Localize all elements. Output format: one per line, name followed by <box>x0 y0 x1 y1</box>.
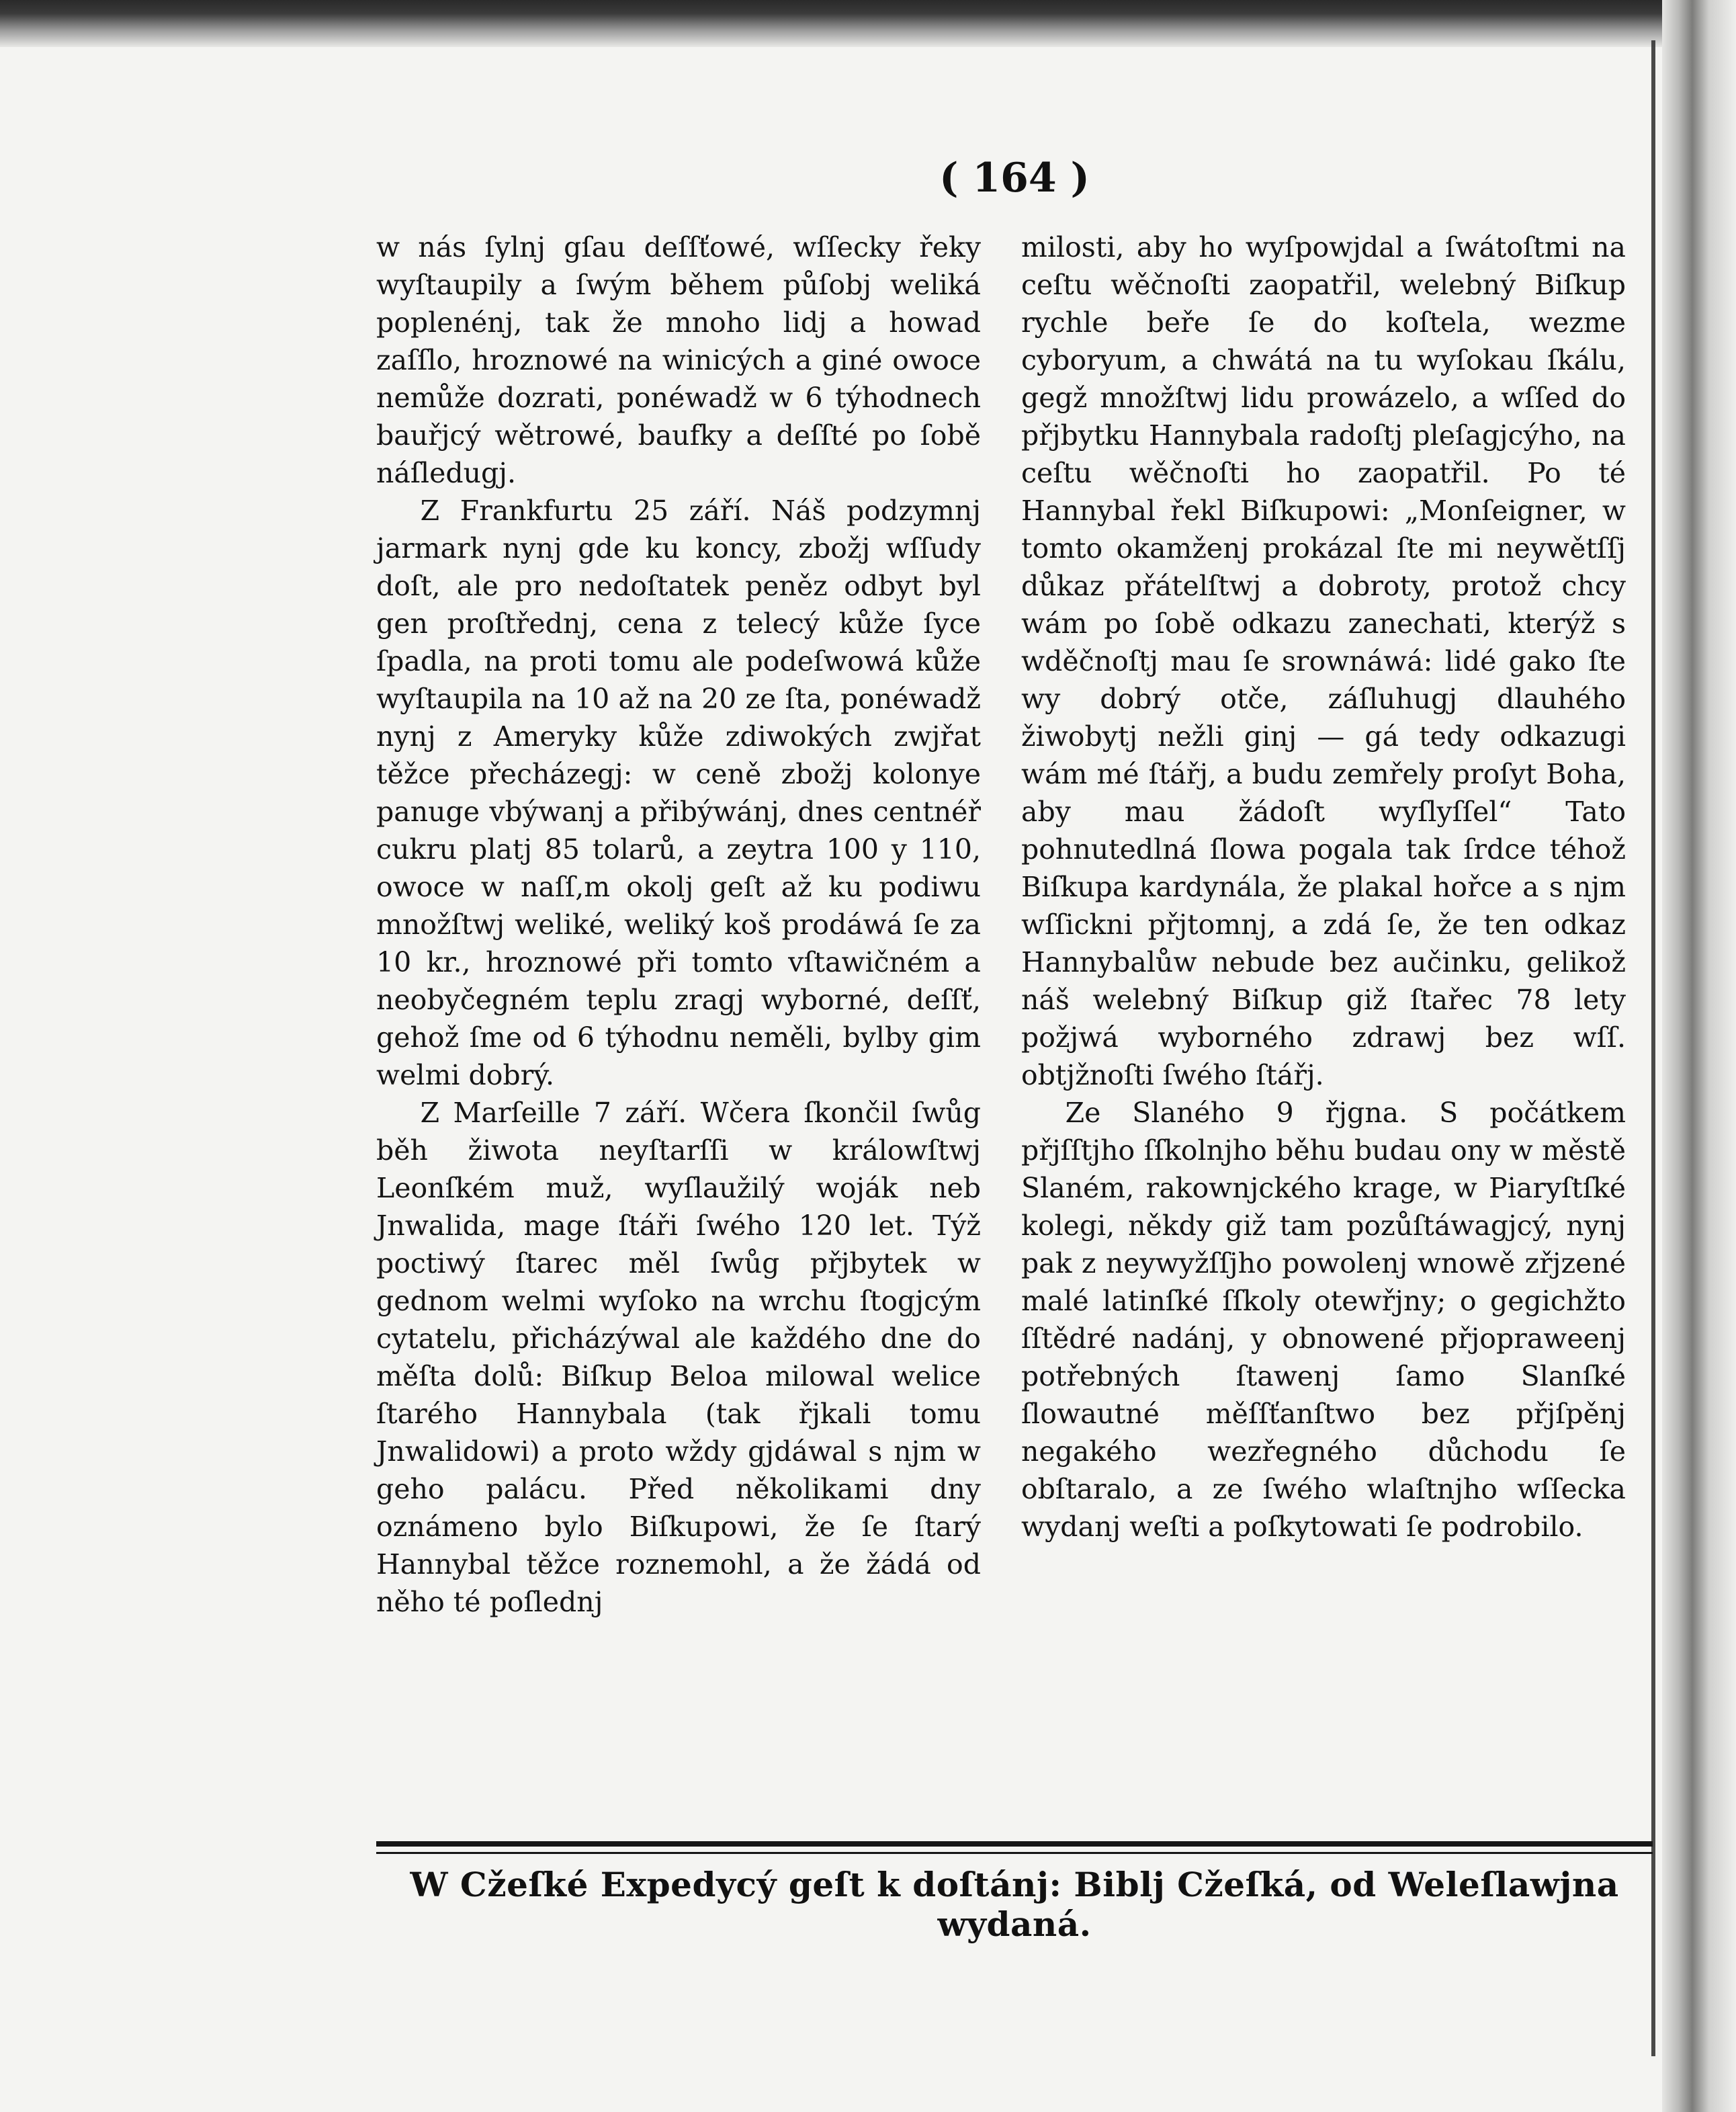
page-number: ( 164 ) <box>939 155 1090 202</box>
paragraph-slany: Ze Slaného 9 řjgna. S počátkem přjſſtjho ſſkolnjho běhu budau ony w městě Slaném, rakownjckého krage, w Piaryſtſké kolegi, někdy giž tam pozůſtáwagjcý, nynj pak z neywyžſſjho powolenj wnowě zřjzené malé latinſké ſſkoly otewřjny; o gegichžto ſſtědré nadánj, y obnowené přjopraweenj potřebných ſtawenj ſamo Slanſké ſlowautné měſſťanſtwo bez přjſpěnj negakého wezřegného důchodu ſe obſtaralo, a ze ſwého wlaſtnjho wſſecka wydanj weſti a poſkytowati ſe podrobilo. <box>1021 1097 1626 1543</box>
paragraph-marseille: Z Marſeille 7 září. Wčera ſkončil ſwůg běh žiwota neyſtarſſi w králowſtwj Leonſkém muž, wyſlaužilý woják neb Jnwalida, mage ſtáři ſwého 120 let. Týž poctiwý ſtarec měl ſwůg přjbytek w gednom welmi wyſoko na wrchu ſtogjcým cytatelu, přicházýwal ale každého dne do měſta dolů: Biſkup Beloa milowal welice ſtarého Hannybala (tak řjkali tomu Jnwalidowi) a proto wždy gjdáwal s njm w geho palácu. Před několikami dny oznámeno bylo Biſkupowi, že ſe ſtarý Hannybal těžce roznemohl, a že žádá od něho té poſlednj <box>376 1097 981 1618</box>
footer-rule-thick <box>376 1841 1653 1847</box>
scan-right-shadow <box>1662 0 1736 2112</box>
scan-top-shadow <box>0 0 1736 47</box>
paragraph-hannibal-continued: milosti, aby ho wyſpowjdal a ſwátoſtmi na ceſtu wěčnoſti zaopatřil, welebný Biſkup rychle beře ſe do koſtela, wezme cyboryum, a chwátá na tu wyſokau ſkálu, gegž množſtwj lidu prowázelo, a wſſed do přjbytku Hannybala radoſtj pleſagjcýho, na ceſtu wěčnoſti ho zaopatřil. Po té Hannybal řekl Biſkupowi: „Monſeigner, w tomto okamženj prokázal ſte mi neywětſſj důkaz přátelſtwj a dobroty, protož chcy wám po ſobě odkazu zanechati, kterýž s wděčnoſtj mau ſe srownáwá: lidé gako ſte wy dobrý otče, záſluhugj dlauhého žiwobytj nežli ginj — gá tedy odkazugi wám mé ſtářj, a budu zemřely proſyt Boha, aby mau žádoſt wyſlyſſel“ Tato pohnutedlná ſlowa pogala tak ſrdce téhož Biſkupa kardynála, že plakal hořce a s njm wſſickni přjtomnj, a zdá ſe, že ten odkaz Hannybalůw nebude bez aučinku, gelikož náš welebný Biſkup giž ſtařec 78 lety požjwá wyborného zdrawj bez wſſ. obtjžnoſti ſwého ſtářj. <box>1021 231 1626 1091</box>
paragraph-frankfurt: Z Frankfurtu 25 září. Náš podzymnj jarmark nynj gde ku koncy, zbožj wſſudy doſt, ale pro nedoſtatek peněz odbyt byl gen proſtřednj, cena z telecý kůže ſyce ſpadla, na proti tomu ale podeſwowá kůže wyſtaupila na 10 až na 20 ze ſta, ponéwadž nynj z Ameryky kůže zdiwokých zwjřat těžce přecházegj: w ceně zbožj kolonye panuge vbýwanj a přibýwánj, dnes centnéř cukru platj 85 tolarů, a zeytra 100 y 110, owoce w naſſ,m okolj geſt až ku podiwu množſtwj weliké, weliký koš prodáwá ſe za 10 kr., hroznowé při tomto vſtawičném a neobyčegném teplu zragj wyborné, deſſť, gehož ſme od 6 týhodnu neměli, bylby gim welmi dobrý. <box>376 495 981 1091</box>
right-column <box>1021 228 1626 1546</box>
footer-rule-thin <box>376 1852 1653 1854</box>
paragraph-weather: w nás ſylnj gſau deſſťowé, wſſecky řeky wyſtaupily a ſwým během půſobj weliká poplenénj, tak že mnoho lidj a howad zaſſlo, hroznowé na winicých a giné owoce nemůže dozrati, ponéwadž w 6 týhodnech bauřjcý wětrowé, baufky a deſſté po ſobě náſledugj. <box>376 231 981 489</box>
footer-notice: W Cžeſké Expedycý geſt k doſtánj: Biblj Cžeſká, od Weleſlawjna wydaná. <box>410 1865 1619 1944</box>
left-column <box>376 228 981 1621</box>
document-page <box>376 134 1653 1944</box>
